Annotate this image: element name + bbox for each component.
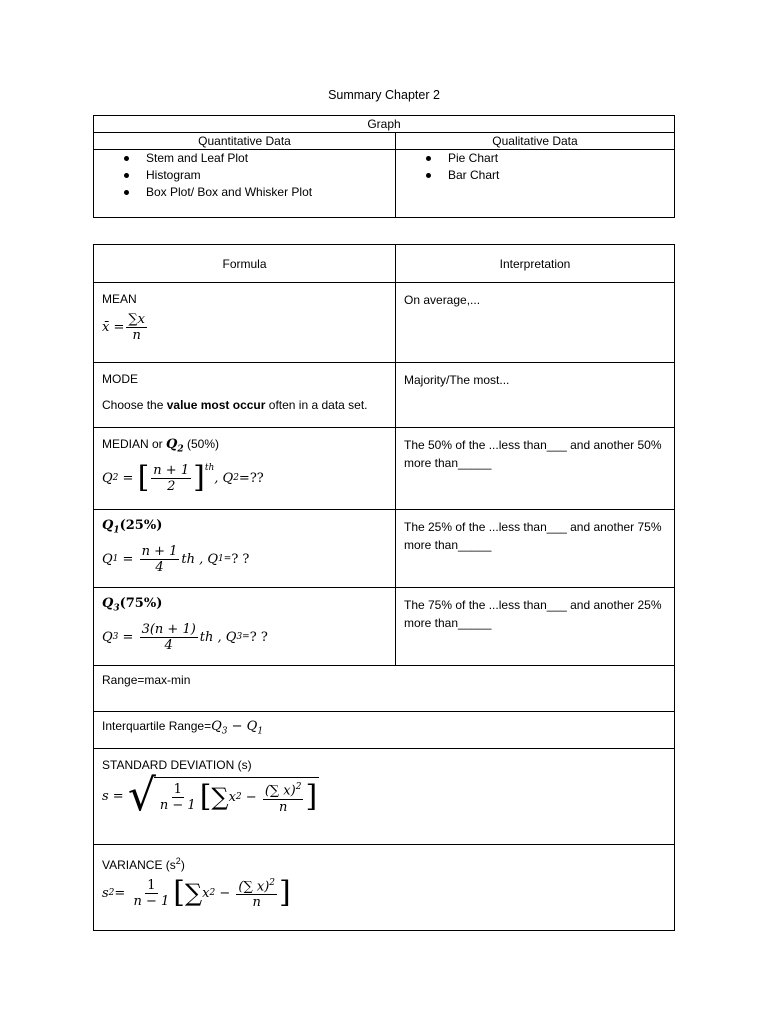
formula-header: Formula [94,245,396,283]
qualitative-list [396,150,674,184]
iqr-label: Interquartile $Range=Q_3 - Q_1$ [102,719,264,737]
mode-interpretation: Majority/The most... [404,373,510,387]
median-interpretation: The 50% of the ...less than___ and another 50% more than_____ [404,438,662,470]
interpretation-header: Interpretation [396,245,675,283]
mean-row [94,283,675,363]
q3-formula: Q 3 = $\frac{3(n + 1)}{4}$ th , Q 3= ? ? [102,621,268,653]
sd-label: STANDARD DEVIATION (s) [102,758,252,772]
mean-label: MEAN [102,292,137,306]
list-item: Box Plot/ Box and Whisker Plot [146,184,395,201]
mean-formula: x̄ = $\frac{\sum x}{n}$ [102,312,145,343]
q3-row [94,588,675,666]
graph-header: Graph [94,116,675,133]
median-label: MEDIAN or $Q_2$ (50%) [102,437,219,455]
list-item: Histogram [146,167,395,184]
mean-interpretation: On average,... [404,293,481,307]
q1-interpretation: The 25% of the ...less than___ and another 75% more than_____ [404,520,662,552]
median-row [94,428,675,510]
range-row [94,666,675,712]
mode-description: Choose the value most occur often in a data set. [102,398,368,412]
mode-label: MODE [102,372,138,386]
sd-row [94,749,675,845]
q3-label: $Q_3(75\%)$ [102,596,163,614]
quantitative-header: Quantitative Data [94,133,396,150]
list-item: Pie Chart [448,150,674,167]
page-title: Summary Chapter 2 [328,88,440,102]
qualitative-list-cell [396,150,675,218]
q1-formula: Q 1 = $\frac{n + 1}{4}$ th , Q 1= ? ? [102,543,250,575]
range-label: Range=max-min [102,673,191,687]
iqr-row [94,712,675,749]
variance-formula: s 2 = $\frac{1}{n - 1}$ [ ∑ x 2 − $\frac{(\sum x)^2}{n}$ ] [102,875,291,911]
quantitative-list-cell [94,150,396,218]
variance-row [94,845,675,931]
median-formula: Q 2 = [ $\frac{n + 1}{2}$ ] $^{th}$ , Q 2 =?? [102,460,264,496]
list-item: Bar Chart [448,167,674,184]
q3-interpretation: The 75% of the ...less than___ and another 25% more than_____ [404,598,662,630]
mode-row [94,363,675,428]
formula-table [93,244,675,931]
q1-row [94,510,675,588]
sd-formula: s = √ $\frac{1}{n - 1}$ [ ∑ x 2 − $\frac{(\sum x)^2}{n}$ ] [102,770,318,821]
graph-table [93,115,675,218]
quantitative-list [94,150,395,201]
variance-label: VARIANCE $(s^2)$ [102,856,185,872]
q1-label: $Q_1(25\%)$ [102,518,163,536]
list-item: Stem and Leaf Plot [146,150,395,167]
qualitative-header: Qualitative Data [396,133,675,150]
